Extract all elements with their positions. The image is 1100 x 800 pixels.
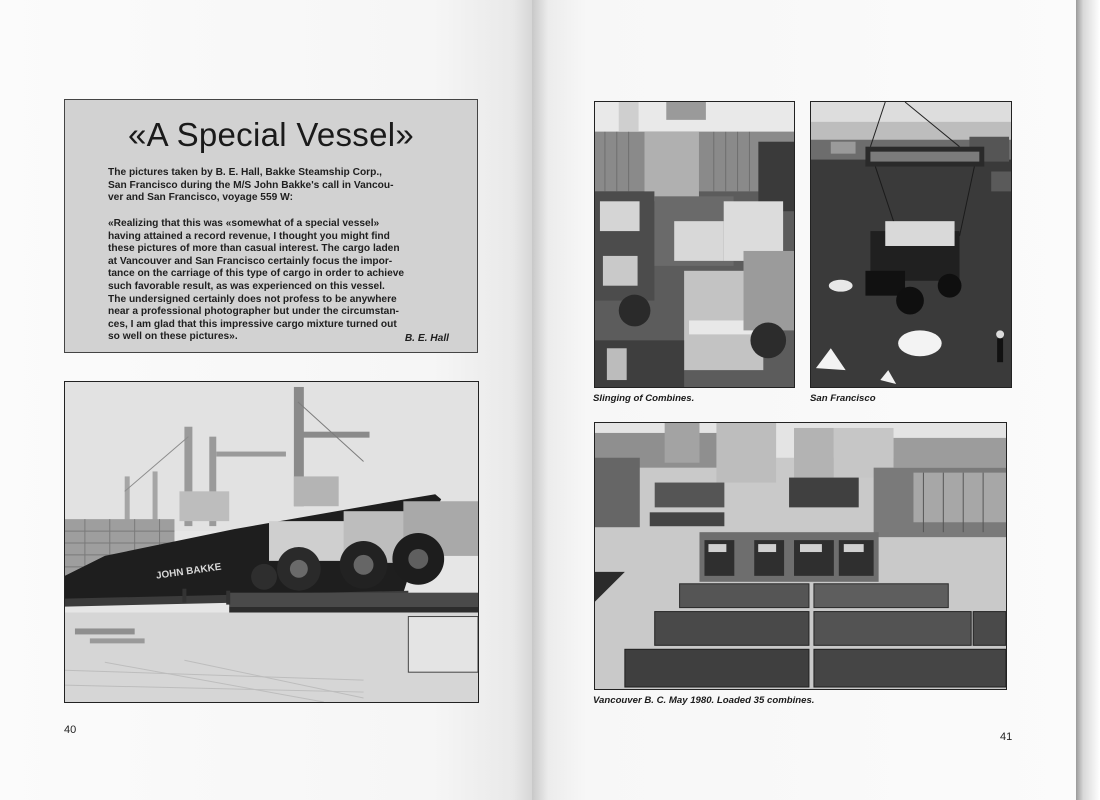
quote-line: having attained a record revenue, I thought you might find [108,230,390,242]
intro-box [64,99,478,353]
ship-photo [64,381,479,703]
caption-combines: Slinging of Combines. [593,393,695,404]
quote-line: «Realizing that this was «somewhat of a special vessel» [108,218,380,229]
quote-line: at Vancouver and San Francisco certainly focus the impor- [108,255,393,267]
caption-san-francisco: San Francisco [810,393,876,404]
hull-name-text: JOHN BAKKE [155,561,223,582]
quote-line: ces, I am glad that this impressive cargo mixture turned out [108,318,397,330]
quote-line: such favorable result, as was experienced on this vessel. [108,280,385,292]
quote-line: near a professional photographer but under the circumstan- [108,306,399,318]
left-page [0,0,540,800]
quote-line: these pictures of more than casual interest. The cargo laden [108,243,400,255]
san-francisco-photo [810,101,1012,388]
intro-paragraph [108,167,438,205]
article-title: «A Special Vessel» [127,116,415,153]
quote-line: tance on the carriage of this type of cargo in order to achieve [108,268,405,280]
quote-line: The undersigned certainly does not profess to be anywhere [108,293,397,305]
quote-paragraph [108,218,446,344]
page-number-left: 40 [64,724,77,736]
signature: B. E. Hall [404,333,449,344]
intro-line: San Francisco during the M/S John Bakke's call in Vancou- [108,179,394,191]
caption-vancouver: Vancouver B. C. May 1980. Loaded 35 combines. [593,695,815,706]
intro-line: ver and San Francisco, voyage 559 W: [108,192,293,204]
quote-line: so well on these pictures». [108,331,238,343]
vancouver-photo [594,422,1007,690]
page-number-right: 41 [1000,731,1013,743]
book-edge [1076,0,1100,800]
intro-line: The pictures taken by B. E. Hall, Bakke Steamship Corp., [108,167,383,178]
combines-photo [594,101,795,388]
